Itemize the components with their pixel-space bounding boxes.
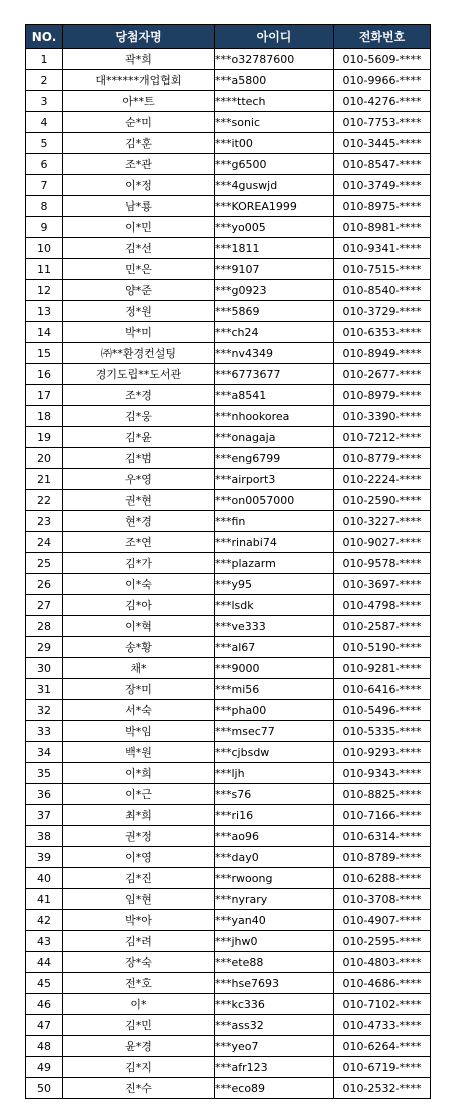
cell-user-id: ***sonic — [215, 112, 334, 133]
cell-user-id: ***eco89 — [215, 1078, 334, 1099]
cell-phone: 010-9343-**** — [334, 763, 431, 784]
cell-winner-name: 조*연 — [63, 532, 215, 553]
cell-winner-name: 이*희 — [63, 763, 215, 784]
cell-user-id: ****ttech — [215, 91, 334, 112]
table-row — [26, 1078, 431, 1099]
cell-no: 8 — [26, 196, 63, 217]
cell-winner-name: 진*수 — [63, 1078, 215, 1099]
cell-phone: 010-8981-**** — [334, 217, 431, 238]
cell-user-id: ***y95 — [215, 574, 334, 595]
cell-phone: 010-3227-**** — [334, 511, 431, 532]
cell-user-id: ***g6500 — [215, 154, 334, 175]
cell-no: 3 — [26, 91, 63, 112]
table-row — [26, 700, 431, 721]
cell-phone: 010-2587-**** — [334, 616, 431, 637]
cell-no: 5 — [26, 133, 63, 154]
table-row — [26, 931, 431, 952]
cell-phone: 010-2590-**** — [334, 490, 431, 511]
cell-user-id: ***eng6799 — [215, 448, 334, 469]
table-row — [26, 721, 431, 742]
table-row — [26, 742, 431, 763]
table-row — [26, 1057, 431, 1078]
cell-no: 46 — [26, 994, 63, 1015]
cell-phone: 010-7212-**** — [334, 427, 431, 448]
cell-no: 22 — [26, 490, 63, 511]
cell-winner-name: 김*훈 — [63, 133, 215, 154]
cell-no: 17 — [26, 385, 63, 406]
cell-phone: 010-2224-**** — [334, 469, 431, 490]
cell-winner-name: 김*아 — [63, 595, 215, 616]
cell-winner-name: 서*숙 — [63, 700, 215, 721]
table-row — [26, 469, 431, 490]
table-row — [26, 259, 431, 280]
cell-winner-name: 이*영 — [63, 847, 215, 868]
cell-no: 11 — [26, 259, 63, 280]
cell-winner-name: 김*지 — [63, 1057, 215, 1078]
cell-phone: 010-5190-**** — [334, 637, 431, 658]
cell-no: 38 — [26, 826, 63, 847]
cell-phone: 010-9293-**** — [334, 742, 431, 763]
cell-user-id: ***KOREA1999 — [215, 196, 334, 217]
cell-no: 39 — [26, 847, 63, 868]
cell-no: 33 — [26, 721, 63, 742]
cell-phone: 010-4276-**** — [334, 91, 431, 112]
cell-user-id: ***g0923 — [215, 280, 334, 301]
table-row — [26, 847, 431, 868]
cell-phone: 010-3697-**** — [334, 574, 431, 595]
cell-phone: 010-8825-**** — [334, 784, 431, 805]
cell-winner-name: 최*희 — [63, 805, 215, 826]
header-no: NO. — [26, 25, 63, 49]
cell-no: 47 — [26, 1015, 63, 1036]
header-user-id: 아이디 — [215, 25, 334, 49]
table-row — [26, 133, 431, 154]
table-row — [26, 889, 431, 910]
table-row — [26, 532, 431, 553]
table-row — [26, 952, 431, 973]
cell-user-id: ***s76 — [215, 784, 334, 805]
table-row — [26, 868, 431, 889]
cell-user-id: ***a8541 — [215, 385, 334, 406]
cell-phone: 010-8540-**** — [334, 280, 431, 301]
table-row — [26, 595, 431, 616]
cell-winner-name: 이* — [63, 994, 215, 1015]
cell-phone: 010-3749-**** — [334, 175, 431, 196]
cell-no: 16 — [26, 364, 63, 385]
cell-winner-name: 김*선 — [63, 238, 215, 259]
table-row — [26, 973, 431, 994]
table-row — [26, 49, 431, 70]
cell-winner-name: 김*진 — [63, 868, 215, 889]
cell-user-id: ***cjbsdw — [215, 742, 334, 763]
cell-no: 42 — [26, 910, 63, 931]
cell-user-id: ***yan40 — [215, 910, 334, 931]
cell-no: 20 — [26, 448, 63, 469]
cell-phone: 010-5609-**** — [334, 49, 431, 70]
cell-phone: 010-2677-**** — [334, 364, 431, 385]
cell-phone: 010-8789-**** — [334, 847, 431, 868]
cell-no: 35 — [26, 763, 63, 784]
table-row — [26, 511, 431, 532]
table-row — [26, 343, 431, 364]
table-row — [26, 784, 431, 805]
cell-user-id: ***ljh — [215, 763, 334, 784]
cell-phone: 010-3708-**** — [334, 889, 431, 910]
cell-no: 28 — [26, 616, 63, 637]
cell-phone: 010-8979-**** — [334, 385, 431, 406]
table-row — [26, 196, 431, 217]
cell-phone: 010-7166-**** — [334, 805, 431, 826]
cell-phone: 010-5335-**** — [334, 721, 431, 742]
cell-user-id: ***4guswjd — [215, 175, 334, 196]
cell-phone: 010-7515-**** — [334, 259, 431, 280]
table-row — [26, 154, 431, 175]
cell-winner-name: 권*현 — [63, 490, 215, 511]
cell-phone: 010-8547-**** — [334, 154, 431, 175]
cell-no: 21 — [26, 469, 63, 490]
cell-user-id: ***it00 — [215, 133, 334, 154]
cell-phone: 010-9966-**** — [334, 70, 431, 91]
cell-winner-name: 현*경 — [63, 511, 215, 532]
table-row — [26, 658, 431, 679]
cell-user-id: ***ri16 — [215, 805, 334, 826]
cell-no: 40 — [26, 868, 63, 889]
cell-user-id: ***o32787600 — [215, 49, 334, 70]
cell-phone: 010-3729-**** — [334, 301, 431, 322]
cell-user-id: ***nyrary — [215, 889, 334, 910]
cell-no: 26 — [26, 574, 63, 595]
table-row — [26, 427, 431, 448]
cell-no: 10 — [26, 238, 63, 259]
cell-user-id: ***9000 — [215, 658, 334, 679]
header-phone: 전화번호 — [334, 25, 431, 49]
cell-winner-name: 이*민 — [63, 217, 215, 238]
table-row — [26, 448, 431, 469]
table-row — [26, 679, 431, 700]
cell-phone: 010-9578-**** — [334, 553, 431, 574]
cell-phone: 010-9281-**** — [334, 658, 431, 679]
table-row — [26, 91, 431, 112]
table-row — [26, 805, 431, 826]
cell-no: 9 — [26, 217, 63, 238]
cell-phone: 010-6353-**** — [334, 322, 431, 343]
table-row — [26, 490, 431, 511]
cell-winner-name: 장*미 — [63, 679, 215, 700]
table-row — [26, 280, 431, 301]
cell-user-id: ***9107 — [215, 259, 334, 280]
cell-winner-name: 윤*경 — [63, 1036, 215, 1057]
cell-winner-name: 조*관 — [63, 154, 215, 175]
cell-no: 29 — [26, 637, 63, 658]
cell-user-id: ***al67 — [215, 637, 334, 658]
table-row — [26, 574, 431, 595]
cell-phone: 010-6314-**** — [334, 826, 431, 847]
cell-winner-name: 김*민 — [63, 1015, 215, 1036]
cell-winner-name: 이*혁 — [63, 616, 215, 637]
cell-user-id: ***hse7693 — [215, 973, 334, 994]
cell-phone: 010-7102-**** — [334, 994, 431, 1015]
cell-no: 32 — [26, 700, 63, 721]
cell-no: 45 — [26, 973, 63, 994]
cell-winner-name: 경기도립**도서관 — [63, 364, 215, 385]
cell-winner-name: 남*룡 — [63, 196, 215, 217]
table-row — [26, 616, 431, 637]
cell-winner-name: 임*현 — [63, 889, 215, 910]
cell-no: 50 — [26, 1078, 63, 1099]
cell-user-id: ***nv4349 — [215, 343, 334, 364]
cell-no: 36 — [26, 784, 63, 805]
cell-winner-name: ㈜**환경컨설팅 — [63, 343, 215, 364]
cell-user-id: ***yo005 — [215, 217, 334, 238]
cell-winner-name: 김*범 — [63, 448, 215, 469]
cell-no: 19 — [26, 427, 63, 448]
cell-winner-name: 조*경 — [63, 385, 215, 406]
cell-winner-name: 송*황 — [63, 637, 215, 658]
table-row — [26, 385, 431, 406]
header-winner-name: 당첨자명 — [63, 25, 215, 49]
table-row — [26, 406, 431, 427]
cell-no: 37 — [26, 805, 63, 826]
cell-winner-name: 곽*희 — [63, 49, 215, 70]
winners-table — [25, 24, 431, 1099]
cell-winner-name: 김*가 — [63, 553, 215, 574]
cell-user-id: ***ass32 — [215, 1015, 334, 1036]
cell-no: 41 — [26, 889, 63, 910]
cell-no: 18 — [26, 406, 63, 427]
cell-winner-name: 박*미 — [63, 322, 215, 343]
cell-phone: 010-3445-**** — [334, 133, 431, 154]
cell-no: 34 — [26, 742, 63, 763]
table-row — [26, 763, 431, 784]
cell-user-id: ***msec77 — [215, 721, 334, 742]
cell-user-id: ***lsdk — [215, 595, 334, 616]
cell-no: 43 — [26, 931, 63, 952]
cell-winner-name: 정*원 — [63, 301, 215, 322]
cell-no: 2 — [26, 70, 63, 91]
table-header-row — [26, 25, 431, 49]
table-row — [26, 910, 431, 931]
cell-phone: 010-6288-**** — [334, 868, 431, 889]
table-row — [26, 1036, 431, 1057]
cell-user-id: ***airport3 — [215, 469, 334, 490]
cell-user-id: ***5869 — [215, 301, 334, 322]
cell-phone: 010-8975-**** — [334, 196, 431, 217]
cell-user-id: ***ch24 — [215, 322, 334, 343]
cell-phone: 010-9341-**** — [334, 238, 431, 259]
cell-no: 25 — [26, 553, 63, 574]
cell-phone: 010-4798-**** — [334, 595, 431, 616]
cell-phone: 010-9027-**** — [334, 532, 431, 553]
cell-user-id: ***onagaja — [215, 427, 334, 448]
cell-phone: 010-2595-**** — [334, 931, 431, 952]
cell-winner-name: 이*근 — [63, 784, 215, 805]
cell-user-id: ***yeo7 — [215, 1036, 334, 1057]
table-row — [26, 238, 431, 259]
cell-user-id: ***rwoong — [215, 868, 334, 889]
cell-no: 1 — [26, 49, 63, 70]
cell-user-id: ***ao96 — [215, 826, 334, 847]
table-row — [26, 637, 431, 658]
cell-user-id: ***rinabi74 — [215, 532, 334, 553]
cell-phone: 010-4803-**** — [334, 952, 431, 973]
cell-winner-name: 박*임 — [63, 721, 215, 742]
cell-winner-name: 전*호 — [63, 973, 215, 994]
cell-winner-name: 대******개업협회 — [63, 70, 215, 91]
cell-winner-name: 백*원 — [63, 742, 215, 763]
cell-user-id: ***ve333 — [215, 616, 334, 637]
cell-phone: 010-7753-**** — [334, 112, 431, 133]
cell-phone: 010-4907-**** — [334, 910, 431, 931]
table-row — [26, 364, 431, 385]
cell-no: 27 — [26, 595, 63, 616]
cell-phone: 010-4686-**** — [334, 973, 431, 994]
cell-user-id: ***6773677 — [215, 364, 334, 385]
cell-winner-name: 김*윤 — [63, 427, 215, 448]
cell-phone: 010-6416-**** — [334, 679, 431, 700]
cell-phone: 010-3390-**** — [334, 406, 431, 427]
cell-user-id: ***kc336 — [215, 994, 334, 1015]
cell-winner-name: 아**트 — [63, 91, 215, 112]
cell-no: 23 — [26, 511, 63, 532]
cell-no: 6 — [26, 154, 63, 175]
cell-phone: 010-4733-**** — [334, 1015, 431, 1036]
table-row — [26, 826, 431, 847]
cell-winner-name: 채* — [63, 658, 215, 679]
cell-phone: 010-2532-**** — [334, 1078, 431, 1099]
table-row — [26, 217, 431, 238]
cell-winner-name: 장*숙 — [63, 952, 215, 973]
cell-phone: 010-8949-**** — [334, 343, 431, 364]
table-row — [26, 112, 431, 133]
cell-winner-name: 우*영 — [63, 469, 215, 490]
table-row — [26, 70, 431, 91]
cell-winner-name: 이*숙 — [63, 574, 215, 595]
cell-no: 31 — [26, 679, 63, 700]
cell-phone: 010-6719-**** — [334, 1057, 431, 1078]
cell-winner-name: 순*미 — [63, 112, 215, 133]
cell-user-id: ***a5800 — [215, 70, 334, 91]
cell-winner-name: 양*준 — [63, 280, 215, 301]
table-row — [26, 322, 431, 343]
cell-user-id: ***afr123 — [215, 1057, 334, 1078]
table-row — [26, 1015, 431, 1036]
cell-user-id: ***ete88 — [215, 952, 334, 973]
cell-no: 7 — [26, 175, 63, 196]
cell-user-id: ***1811 — [215, 238, 334, 259]
cell-user-id: ***pha00 — [215, 700, 334, 721]
table-row — [26, 994, 431, 1015]
cell-no: 13 — [26, 301, 63, 322]
table-row — [26, 301, 431, 322]
cell-no: 12 — [26, 280, 63, 301]
cell-winner-name: 이*정 — [63, 175, 215, 196]
cell-winner-name: 권*정 — [63, 826, 215, 847]
cell-user-id: ***mi56 — [215, 679, 334, 700]
cell-user-id: ***jhw0 — [215, 931, 334, 952]
table-row — [26, 175, 431, 196]
cell-no: 4 — [26, 112, 63, 133]
cell-no: 30 — [26, 658, 63, 679]
cell-phone: 010-8779-**** — [334, 448, 431, 469]
cell-winner-name: 민*은 — [63, 259, 215, 280]
table-body — [26, 49, 431, 1099]
cell-winner-name: 김*려 — [63, 931, 215, 952]
cell-no: 24 — [26, 532, 63, 553]
cell-user-id: ***fin — [215, 511, 334, 532]
cell-winner-name: 박*아 — [63, 910, 215, 931]
cell-user-id: ***on0057000 — [215, 490, 334, 511]
cell-no: 44 — [26, 952, 63, 973]
cell-phone: 010-6264-**** — [334, 1036, 431, 1057]
cell-user-id: ***nhookorea — [215, 406, 334, 427]
cell-phone: 010-5496-**** — [334, 700, 431, 721]
cell-no: 48 — [26, 1036, 63, 1057]
cell-winner-name: 김*웅 — [63, 406, 215, 427]
cell-user-id: ***plazarm — [215, 553, 334, 574]
cell-no: 49 — [26, 1057, 63, 1078]
table-row — [26, 553, 431, 574]
cell-no: 15 — [26, 343, 63, 364]
cell-user-id: ***day0 — [215, 847, 334, 868]
cell-no: 14 — [26, 322, 63, 343]
